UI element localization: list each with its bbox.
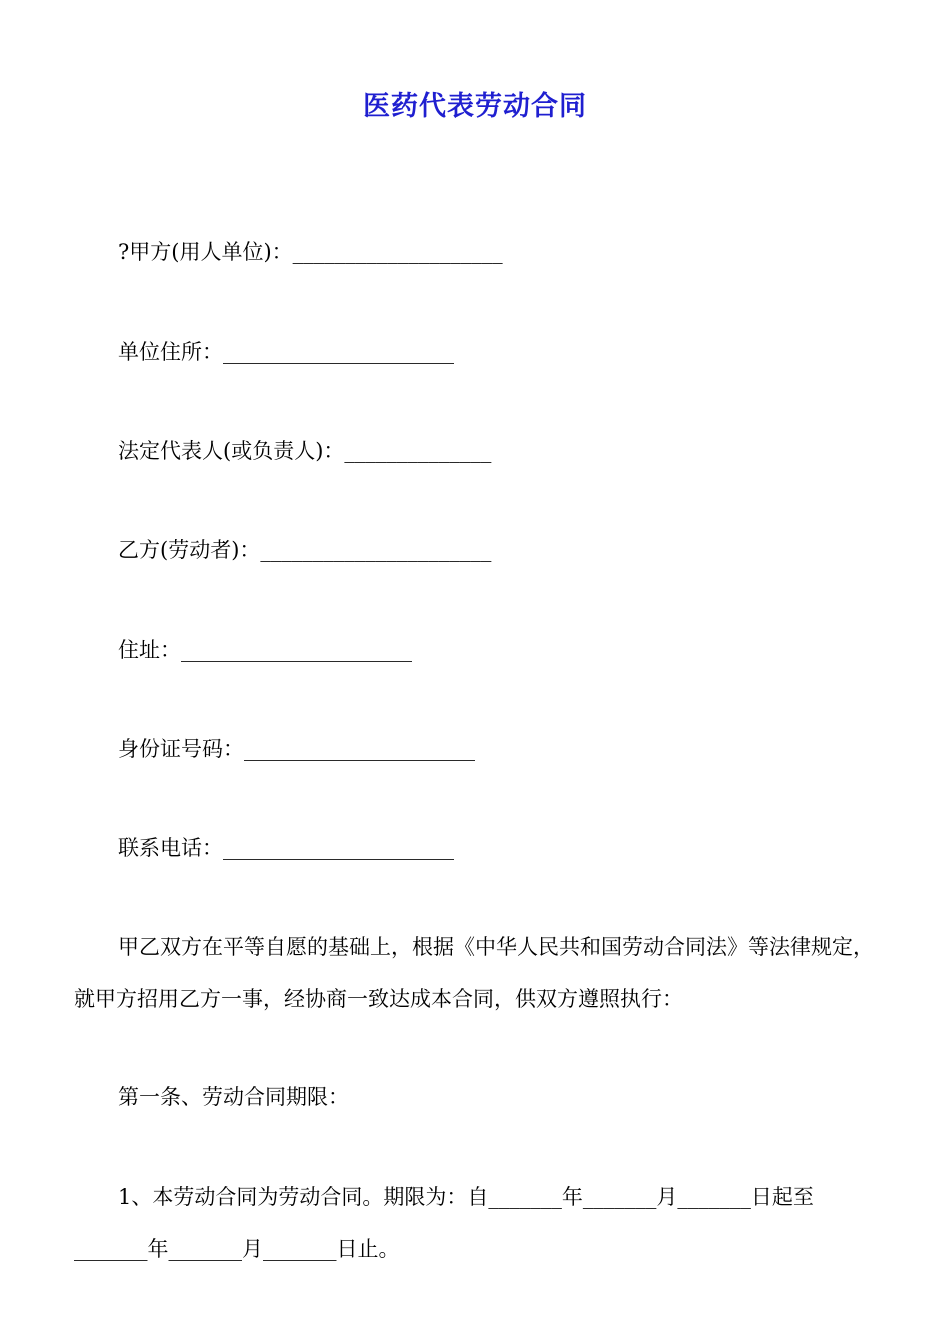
field-address-label: 住址： <box>118 638 181 662</box>
article-1-item-1: 1、本劳动合同为劳动合同。期限为：自_______年_______月_______日起至_______年_______月_______日止。 <box>74 1185 814 1261</box>
field-employer-address-blank: ______________________ <box>223 340 454 364</box>
field-employee-blank: ______________________ <box>260 538 492 562</box>
field-employer-blank: ____________________ <box>292 240 503 264</box>
field-employee-label: 乙方(劳动者)： <box>118 538 261 562</box>
field-address <box>118 636 412 664</box>
field-phone-blank: ______________________ <box>223 836 454 860</box>
field-address-blank: ______________________ <box>181 638 412 662</box>
field-employer-label: ?甲方(用人单位)： <box>118 240 293 264</box>
field-employee <box>118 536 491 564</box>
field-legal-representative-label: 法定代表人(或负责人)： <box>118 439 345 463</box>
field-phone <box>118 834 454 862</box>
field-id-number-blank: ______________________ <box>244 737 475 761</box>
field-id-number <box>118 735 475 763</box>
field-employer-address <box>118 338 454 366</box>
field-legal-representative <box>118 437 491 465</box>
field-employer-address-label: 单位住所： <box>118 340 223 364</box>
field-employer <box>118 238 503 266</box>
field-phone-label: 联系电话： <box>118 836 223 860</box>
document-title: 医药代表劳动合同 <box>363 91 587 122</box>
intro-paragraph: 甲乙双方在平等自愿的基础上，根据《中华人民共和国劳动合同法》等法律规定，就甲方招用乙方一事，经协商一致达成本合同，供双方遵照执行： <box>74 935 874 1011</box>
article-1-heading: 第一条、劳动合同期限： <box>118 1085 349 1109</box>
field-id-number-label: 身份证号码： <box>118 737 244 761</box>
field-legal-representative-blank: ______________ <box>344 439 492 463</box>
